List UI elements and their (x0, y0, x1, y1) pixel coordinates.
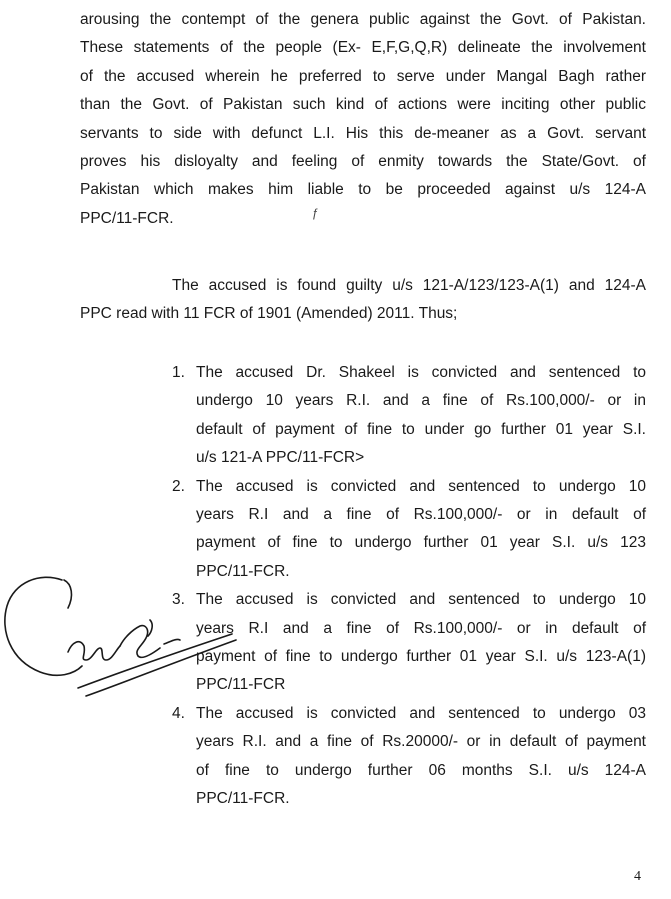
list-item (172, 359, 646, 473)
text-line: payment of fine to undergo further 01 year S.I. u/s 123 (196, 534, 646, 552)
text-line: years R.I and a fine of Rs.100,000/- or in default of (196, 619, 646, 637)
list-item (172, 473, 646, 587)
text-line: The accused is found guilty u/s 121-A/123/123-A(1) and 124-A (172, 277, 646, 294)
text-line: years R.I. and a fine of Rs.20000/- or in default of payment (196, 733, 646, 751)
text-line: arousing the contempt of the genera public against the Govt. of Pakistan. (80, 11, 646, 28)
paragraph-findings (80, 6, 646, 233)
text-line: The accused is convicted and sentenced to undergo 10 (196, 477, 646, 495)
paragraph-verdict (80, 272, 646, 329)
text-line: PPC/11-FCR. (80, 209, 174, 227)
text-line: The accused is convicted and sentenced to undergo 10 (196, 591, 646, 609)
page-number: 4 (634, 869, 641, 884)
text-line: PPC read with 11 FCR of 1901 (Amended) 2011. Thus; (80, 305, 458, 323)
list-number: 3. (172, 591, 185, 609)
text-line: Pakistan which makes him liable to be proceeded against u/s 124-A (80, 181, 646, 199)
text-line: These statements of the people (Ex- E,F,G,Q,R) delineate the involvement (80, 39, 646, 57)
list-number: 1. (172, 364, 185, 381)
stray-pen-mark: ƒ (312, 206, 319, 220)
text-line: u/s 121-A PPC/11-FCR> (196, 449, 365, 467)
text-line: PPC/11-FCR (196, 676, 286, 694)
list-number: 2. (172, 477, 185, 495)
text-line: The accused is convicted and sentenced to undergo 03 (196, 704, 646, 722)
text-line: default of payment of fine to under go further 01 year S.I. (196, 420, 646, 438)
text-line: servants to side with defunct L.I. His this de-meaner as a Govt. servant (80, 124, 646, 142)
handwritten-signature (0, 568, 240, 708)
list-number: 4. (172, 704, 185, 722)
text-line: proves his disloyalty and feeling of enmity towards the State/Govt. of (80, 153, 646, 171)
text-line: years R.I and a fine of Rs.100,000/- or in default of (196, 506, 646, 524)
sentence-list (172, 359, 646, 814)
text-line: PPC/11-FCR. (196, 790, 290, 808)
list-item (172, 586, 646, 700)
text-line: The accused Dr. Shakeel is convicted and sentenced to (196, 364, 646, 381)
text-line: PPC/11-FCR. (196, 562, 290, 580)
text-line: than the Govt. of Pakistan such kind of actions were inciting other public (80, 96, 646, 114)
text-line: of fine to undergo further 06 months S.I. u/s 124-A (196, 761, 646, 779)
text-line: undergo 10 years R.I. and a fine of Rs.100,000/- or in (196, 392, 646, 410)
list-item (172, 700, 646, 814)
text-line: payment of fine to undergo further 01 year S.I. u/s 123-A(1) (196, 648, 646, 666)
text-line: of the accused wherein he preferred to serve under Mangal Bagh rather (80, 67, 646, 85)
